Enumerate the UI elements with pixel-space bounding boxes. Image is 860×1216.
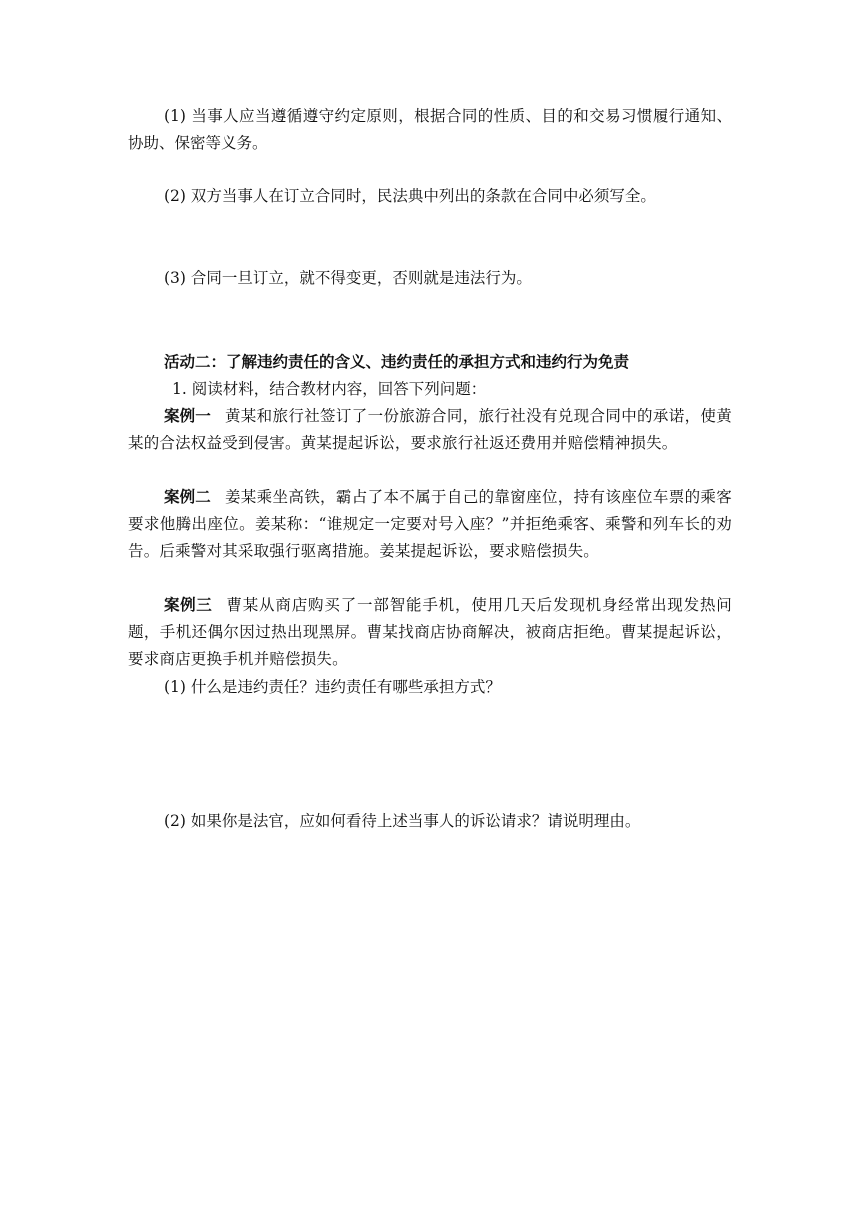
question-text: 当事人应当遵循遵守约定原则，根据合同的性质、目的和交易习惯履行通知、协助、保密等义务。 [128,107,732,152]
question-text: 合同一旦订立，就不得变更，否则就是违法行为。 [190,269,532,287]
question-number: (2) [164,812,186,830]
question-number: (2) [164,187,186,205]
case-2 [128,484,732,565]
case-label: 案例三 [164,596,213,614]
question-text: 什么是违约责任？违约责任有哪些承担方式？ [190,678,501,696]
activity-instruction: 1. 阅读材料，结合教材内容，回答下列问题： [172,380,487,398]
activity-question-2 [128,808,732,835]
question-2 [128,183,732,210]
question-text: 如果你是法官，应如何看待上述当事人的诉讼请求？请说明理由。 [190,812,641,830]
case-3 [128,592,732,673]
question-1 [128,103,732,157]
activity-question-1 [128,674,732,701]
question-text: 双方当事人在订立合同时，民法典中列出的条款在合同中必须写全。 [190,187,656,205]
question-number: (3) [164,269,186,287]
case-text: 黄某和旅行社签订了一份旅游合同，旅行社没有兑现合同中的承诺，使黄某的合法权益受到侵害。黄某提起诉讼，要求旅行社返还费用并赔偿精神损失。 [128,407,732,452]
question-number: (1) [164,107,186,125]
question-number: (1) [164,678,186,696]
case-text: 姜某乘坐高铁，霸占了本不属于自己的靠窗座位，持有该座位车票的乘客要求他腾出座位。姜某称：“谁规定一定要对号入座？”并拒绝乘客、乘警和列车长的劝告。后乘警对其采取强行驱离措施。姜某提起诉讼，要求赔偿损失。 [128,488,732,560]
question-3 [128,265,732,292]
case-label: 案例二 [164,488,211,506]
case-label: 案例一 [164,407,211,425]
activity-title: 活动二：了解违约责任的含义、违约责任的承担方式和违约行为免责 [164,353,630,371]
case-1 [128,403,732,457]
case-text: 曹某从商店购买了一部智能手机，使用几天后发现机身经常出现发热问题，手机还偶尔因过热出现黑屏。曹某找商店协商解决，被商店拒绝。曹某提起诉讼，要求商店更换手机并赔偿损失。 [128,596,732,668]
